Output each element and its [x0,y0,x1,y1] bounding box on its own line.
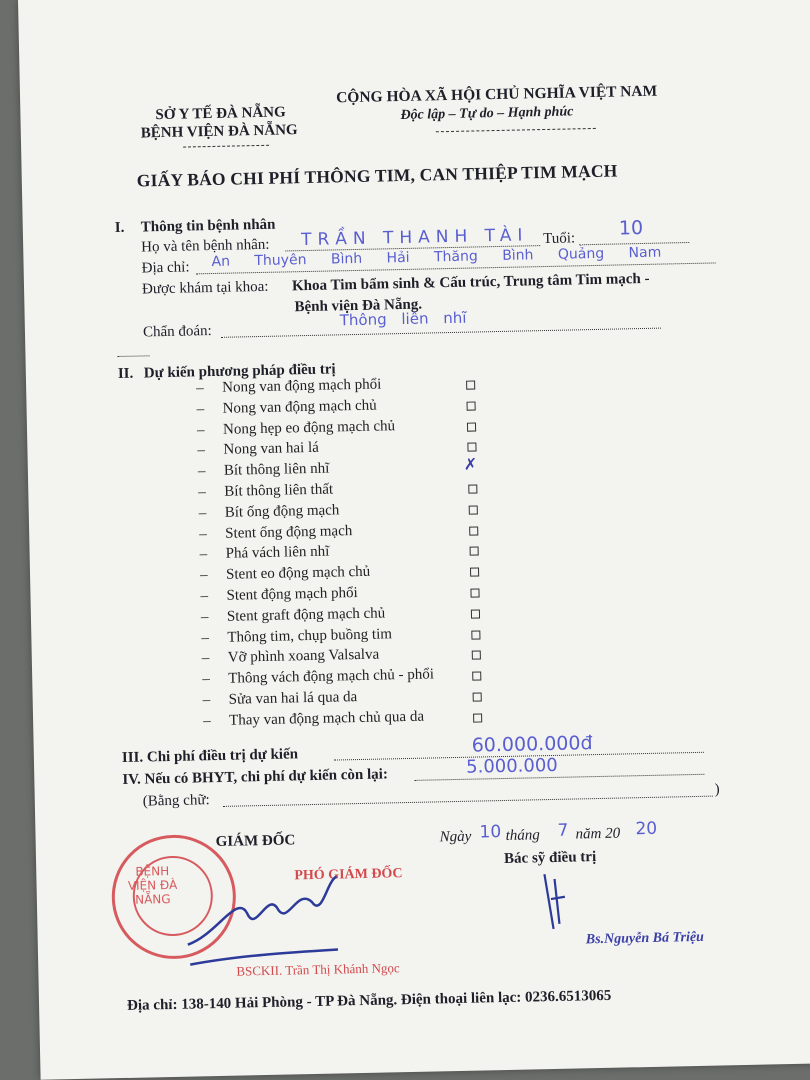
cost-label: III. Chi phí điều trị dự kiến [121,746,299,766]
doctor-signature [524,868,585,939]
cost-value: 60.000.000đ [471,732,593,757]
diagnosis-dots-2 [117,355,149,357]
treatment-item-dash: – [198,504,207,522]
diagnosis-value: Thông liên nhĩ [339,308,467,330]
director-signature [176,871,348,975]
section2-number: II. [117,365,134,382]
vice-director-name: BSCKII. Trần Thị Khánh Ngọc [236,960,400,979]
treatment-item-dash: – [197,442,206,459]
treatment-item-checkbox [470,547,479,556]
treatment-item-label: Thay van động mạch chủ qua da [228,708,425,729]
treatment-item-label: Phá vách liên nhĩ [225,543,330,563]
insurance-value: 5.000.000 [465,754,558,778]
org-underline [183,145,269,148]
treatment-item-dash: – [200,608,209,626]
treatment-item-dash: – [198,484,207,501]
doctor-name: Bs.Nguyễn Bá Triệu [585,929,705,948]
director-title: GIÁM ĐỐC [215,832,296,851]
footer-address: Địa chỉ: 138-140 Hải Phòng - TP Đà Nẵng. Điện thoại liên lạc: 0236.6513065 [126,987,612,1014]
treatment-item-dash: – [201,629,210,646]
treatment-item-checkbox [471,609,480,618]
treatment-item-label: Bít thông liên nhĩ [223,460,330,479]
treatment-item-label: Stent eo động mạch chủ [225,563,371,583]
address-value: An Thuyên Bình Hải Thăng Bình Quảng Nam [211,244,662,271]
doctor-title: Bác sỹ điều trị [503,849,597,868]
treatment-item-dash: – [199,567,208,584]
section1-number: I. [114,219,125,237]
in-words-dots [223,796,713,807]
treatment-item-checkbox [472,651,481,660]
treatment-item-dash: – [196,380,204,397]
treatment-item-label: Bít ống động mạch [224,502,340,521]
treatment-item-label: Nong van động mạch chủ [222,397,377,417]
dept-label: Được khám tại khoa: [141,278,269,298]
treatment-item-dash: – [202,712,211,730]
dept-value-line2: Bệnh viện Đà Nẵng. [294,296,423,316]
stamp-text: BỆNH VIỆN ĐÀ NẴNG [127,864,178,907]
diagnosis-label: Chẩn đoán: [142,323,212,341]
date-month: 7 [557,820,569,841]
treatment-item-dash: – [196,400,205,418]
treatment-item-label: Sửa van hai lá qua da [228,689,358,708]
name-value: TRẦN THANH TÀI [300,225,529,251]
insurance-label: IV. Nếu có BHYT, chi phí dự kiến còn lại: [122,766,389,788]
treatment-item-dash: – [197,463,206,480]
treatment-item-checkbox [468,484,477,493]
diagnosis-dots [221,328,661,338]
treatment-item-checkbox [473,713,482,722]
dept-value-line1: Khoa Tim bẩm sinh & Cấu trúc, Trung tâm Tim mạch - [291,270,650,295]
date-month-label: tháng [505,827,540,844]
treatment-item-dash: – [199,546,208,563]
treatment-item-label: Stent graft động mạch chủ [226,605,386,625]
treatment-item-checkbox [467,422,476,431]
date-year: 20 [635,818,658,840]
treatment-item-dash: – [200,588,209,605]
treatment-item-checkbox [470,568,479,577]
treatment-item-label: Stent ống động mạch [225,522,353,542]
treatment-item-label: Nong hẹp eo động mạch chủ [222,417,396,438]
treatment-item-checkbox [466,381,475,390]
insurance-dots [414,774,704,781]
age-value: 10 [618,216,644,240]
treatment-item-dash: – [201,650,210,667]
treatment-item-dash: – [199,525,207,542]
org-line2: BỆNH VIỆN ĐÀ NẴNG [140,122,298,142]
treatment-item-checkbox [467,401,476,410]
name-label: Họ và tên bệnh nhân: [141,236,270,256]
nation-underline [436,128,596,132]
treatment-item-label: Bít thông liên thất [224,481,334,500]
date-year-label: năm 20 [575,825,621,843]
treatment-item-label: Vỡ phình xoang Valsalva [227,646,380,667]
treatment-item-checked-mark: ✗ [463,454,478,474]
document-page [18,0,810,1080]
treatment-item-checkbox [473,692,482,701]
treatment-item-dash: – [202,671,210,688]
document-title: GIẤY BÁO CHI PHÍ THÔNG TIM, CAN THIỆP TIM MẠCH [136,160,618,191]
treatment-item-label: Nong van hai lá [223,440,320,459]
date-prefix: Ngày [439,828,472,846]
nation-line2: Độc lập – Tự do – Hạnh phúc [400,104,574,124]
treatment-item-checkbox [472,672,481,681]
section1-heading: Thông tin bệnh nhân [140,216,276,236]
treatment-item-checkbox [469,505,478,514]
treatment-item-label: Thông vách động mạch chủ - phổi [228,666,435,687]
treatment-item-label: Nong van động mạch phổi [221,376,382,396]
treatment-item-checkbox [471,630,480,639]
treatment-item-label: Thông tim, chụp buồng tim [227,625,393,646]
in-words-close: ) [714,781,720,798]
date-day: 10 [479,822,502,843]
nation-line1: CỘNG HÒA XÃ HỘI CHỦ NGHĨA VIỆT NAM [335,82,658,107]
treatment-item-label: Stent động mạch phổi [226,585,358,604]
address-label: Địa chỉ: [141,259,190,277]
treatment-item-checkbox [467,443,476,452]
treatment-item-dash: – [202,692,211,709]
age-label: Tuổi: [542,230,576,248]
treatment-item-checkbox [469,526,478,535]
treatment-item-dash: – [196,421,205,438]
in-words-label: (Bằng chữ: [142,792,210,810]
section2-heading: Dự kiến phương pháp điều trị [143,361,336,382]
org-line1: SỞ Y TẾ ĐÀ NẴNG [155,104,286,124]
treatment-item-checkbox [470,588,479,597]
vice-director-title: PHÓ GIÁM ĐỐC [294,866,403,884]
